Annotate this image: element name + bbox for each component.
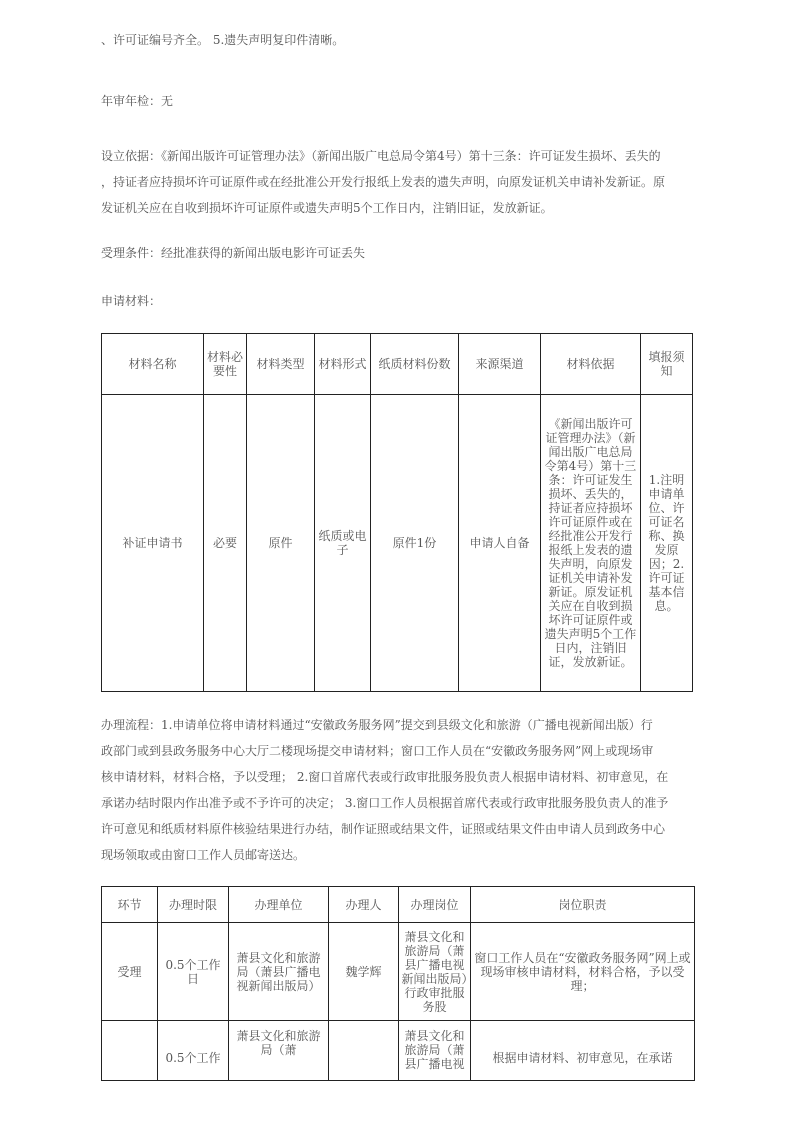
cell-source: 申请人自备 [459,395,541,692]
paragraph-requirements-tail: 、许可证编号齐全。 5.遗失声明复印件清晰。 [101,33,345,47]
cell-post: 萧县文化和旅游局（萧县广播电视 [399,1021,471,1081]
legal-basis-line: 设立依据：《新闻出版许可证管理办法》（新闻出版广电总局令第4号）第十三条：许可证发生损坏、丢失的 [101,149,661,163]
header-step: 环节 [102,887,158,923]
acceptance-conditions-text: 受理条件：经批准获得的新闻出版电影许可证丢失 [101,246,366,260]
cell-post: 萧县文化和旅游局（萧县广播电视新闻出版局）行政审批服务股 [399,923,471,1021]
cell-form: 纸质或电子 [315,395,371,692]
table-row [102,395,693,692]
materials-label: 申请材料： [101,294,162,308]
cell-duty: 窗口工作人员在“安徽政务服务网”网上或现场审核申请材料，材料合格，予以受理； [471,923,695,1021]
process-paragraph [101,712,701,868]
process-table [101,886,695,1081]
cell-notes: 1.注明申请单位、许可证名称、换发原因；2.许可证基本信息。 [641,395,693,692]
process-line: 现场领取或由窗口工作人员邮寄送达。 [101,848,306,862]
process-header-row [102,887,695,923]
header-copies: 纸质材料份数 [371,334,459,395]
table-row [102,923,695,1021]
cell-unit: 萧县文化和旅游局（萧 [229,1021,329,1081]
header-post: 办理岗位 [399,887,471,923]
header-handler: 办理人 [329,887,399,923]
materials-table [101,333,693,692]
cell-material-name: 补证申请书 [102,395,204,692]
cell-duty: 根据申请材料、初审意见，在承诺 [471,1021,695,1081]
cell-time-limit: 0.5个工作日 [158,923,229,1021]
header-form: 材料形式 [315,334,371,395]
header-duty: 岗位职责 [471,887,695,923]
table-row [102,1021,695,1081]
cell-copies: 原件1份 [371,395,459,692]
legal-basis-line: 发证机关应在自收到损坏许可证原件或遗失声明5个工作日内，注销旧证，发放新证。 [101,201,553,215]
process-line: 政部门或到县政务服务中心大厅二楼现场提交申请材料；窗口工作人员在“安徽政务服务网”网上或现场审 [101,744,654,758]
materials-header-row [102,334,693,395]
process-line: 核申请材料，材料合格，予以受理； 2.窗口首席代表或行政审批服务股负责人根据申请材料、初审意见，在 [101,770,669,784]
cell-handler [329,1021,399,1081]
cell-type: 原件 [247,395,315,692]
annual-check-text: 年审年检：无 [101,94,174,108]
cell-handler: 魏学辉 [329,923,399,1021]
header-source: 来源渠道 [459,334,541,395]
header-type: 材料类型 [247,334,315,395]
header-notes: 填报须知 [641,334,693,395]
process-line: 办理流程：1.申请单位将申请材料通过“安徽政务服务网”提交到县级文化和旅游（广播电视新闻出版）行 [101,718,653,732]
process-line: 许可意见和纸质材料原件核验结果进行办结，制作证照或结果文件，证照或结果文件由申请人员到政务中心 [101,822,666,836]
header-basis: 材料依据 [541,334,641,395]
cell-step: 受理 [102,923,158,1021]
header-unit: 办理单位 [229,887,329,923]
header-necessity: 材料必要性 [204,334,247,395]
cell-time-limit: 0.5个工作 [158,1021,229,1081]
header-material-name: 材料名称 [102,334,204,395]
process-line: 承诺办结时限内作出准予或不予许可的决定； 3.窗口工作人员根据首席代表或行政审批服务股负责人的准予 [101,796,669,810]
header-time-limit: 办理时限 [158,887,229,923]
cell-basis: 《新闻出版许可证管理办法》（新闻出版广电总局令第4号）第十三条：许可证发生损坏、丢失的，持证者应持损坏许可证原件或在经批准公开发行报纸上发表的遗失声明，向原发证机关申请补发新证。原发证机关应在自收到损坏许可证原件或遗失声明5个工作日内，注销旧证，发放新证。 [541,395,641,692]
cell-necessity: 必要 [204,395,247,692]
cell-unit: 萧县文化和旅游局（萧县广播电视新闻出版局） [229,923,329,1021]
cell-step [102,1021,158,1081]
legal-basis-line: ，持证者应持损坏许可证原件或在经批准公开发行报纸上发表的遗失声明，向原发证机关申请补发新证。原 [101,175,666,189]
legal-basis-paragraph [101,143,701,221]
